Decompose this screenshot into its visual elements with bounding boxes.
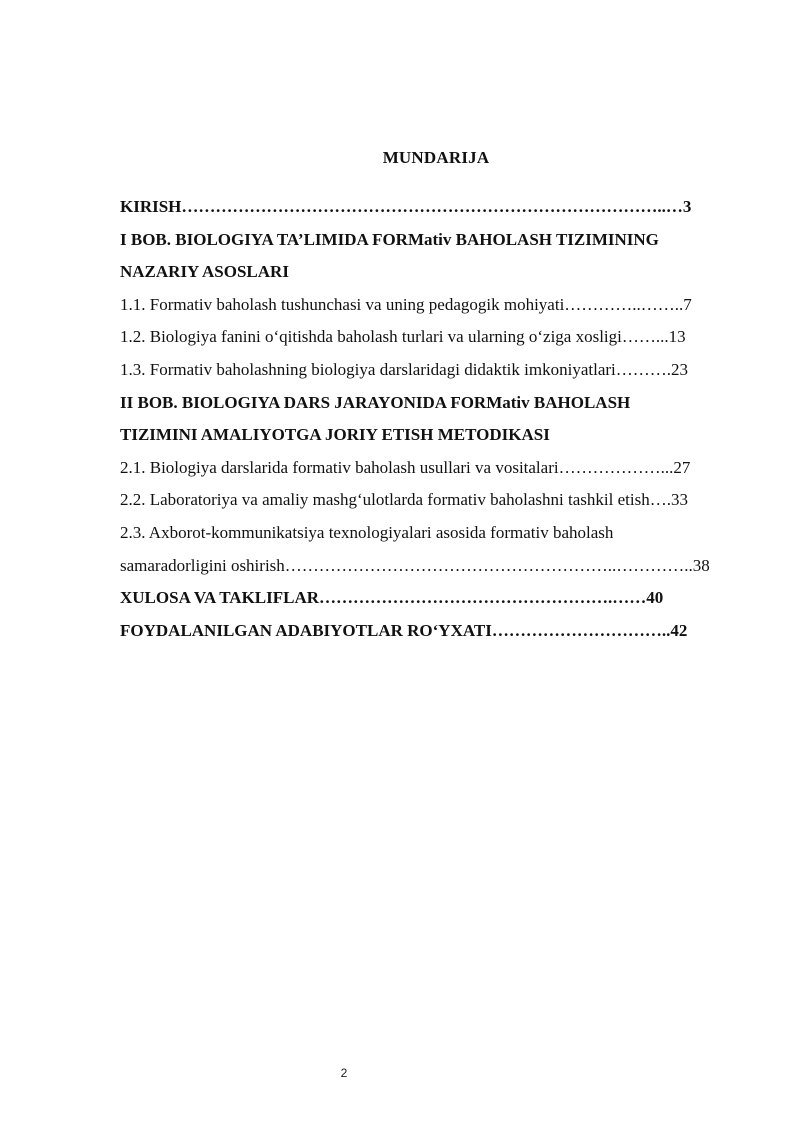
toc-entry-references: FOYDALANILGAN ADABIYOTLAR RO‘YXATI…………………………..42 xyxy=(120,620,688,640)
table-of-contents xyxy=(120,191,752,647)
toc-entry-conclusions: XULOSA VA TAKLIFLAR…………………………………………….……40 xyxy=(120,588,664,608)
toc-section-2-3-cont: samaradorligini oshirish…………………………………………………..…………..38 xyxy=(120,555,710,575)
toc-section-1-2: 1.2. Biologiya fanini o‘qitishda baholash turlari va ularning o‘ziga xosligi……...13 xyxy=(120,327,686,347)
page-title: MUNDARIJA xyxy=(382,148,490,167)
toc-chapter-1-heading-cont: NAZARIY ASOSLARI xyxy=(120,262,289,282)
toc-chapter-1-heading: I BOB. BIOLOGIYA TA’LIMIDA FORMativ BAHOLASH TIZIMINING xyxy=(120,229,659,249)
toc-section-1-1: 1.1. Formativ baholash tushunchasi va uning pedagogik mohiyati…………..……..7 xyxy=(120,294,692,314)
toc-section-1-3: 1.3. Formativ baholashning biologiya darslaridagi didaktik imkoniyatlari……….23 xyxy=(120,359,688,379)
page-number: 2 xyxy=(340,1066,348,1080)
toc-section-2-2: 2.2. Laboratoriya va amaliy mashg‘ulotlarda formativ baholashni tashkil etish….33 xyxy=(120,490,688,510)
toc-chapter-2-heading: II BOB. BIOLOGIYA DARS JARAYONIDA FORMativ BAHOLASH xyxy=(120,392,631,412)
toc-section-2-1: 2.1. Biologiya darslarida formativ baholash usullari va vositalari………………...27 xyxy=(120,457,691,477)
toc-chapter-2-heading-cont: TIZIMINI AMALIYOTGA JORIY ETISH METODIKASI xyxy=(120,425,550,445)
toc-entry-introduction: KIRISH…………………………………………………………………………..…3 xyxy=(120,197,692,216)
toc-section-2-3: 2.3. Axborot-kommunikatsiya texnologiyalari asosida formativ baholash xyxy=(120,522,614,542)
